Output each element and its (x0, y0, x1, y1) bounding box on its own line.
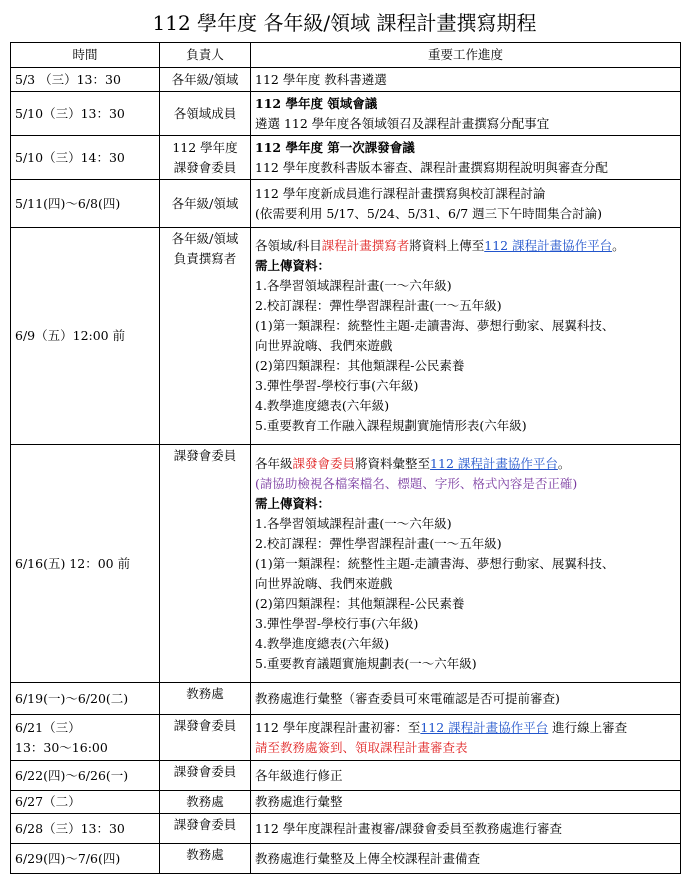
task-cell: 教務處進行彙整 (251, 791, 681, 814)
platform-link[interactable]: 112 課程計畫協作平台 (420, 719, 549, 735)
owner-cell: 各年級/領域 (160, 68, 251, 92)
task-cell: 各領域/科目課程計畫撰寫者將資料上傳至112 課程計畫協作平台。 需上傳資料： 1.各學習領域課程計畫(一～六年級) 2.校訂課程：彈性學習課程計畫(一～五年級) (1)第一類課程：統整性主題-走讀書海、夢想行動家、展翼科技、 向世界說嗨、我們來遊戲 (2)第四類課程：其他類課程-公民素養 3.彈性學習-學校行事(六年級) 4.教學進度總表(六年級) 5.重要教育工作融入課程規劃實施情形表(六年級) (251, 228, 681, 445)
task-cell: 教務處進行彙整及上傳全校課程計畫備查 (251, 844, 681, 874)
table-row (11, 814, 681, 844)
time-cell: 6/29(四)～7/6(四) (11, 844, 160, 874)
table-row (11, 68, 681, 92)
time-cell: 5/10（三）13：30 (11, 92, 160, 136)
table-row (11, 92, 681, 136)
time-cell: 5/10（三）14：30 (11, 136, 160, 180)
owner-cell: 教務處 (160, 791, 251, 814)
table-row (11, 445, 681, 683)
meeting-title: 112 學年度 第一次課發會議 (255, 139, 415, 155)
platform-link[interactable]: 112 課程計畫協作平台 (430, 455, 558, 471)
owner-cell: 課發會委員 (160, 814, 251, 844)
task-cell: 112 學年度課程計畫複審/課發會委員至教務處進行審查 (251, 814, 681, 844)
owner-cell: 課發會委員 (160, 715, 251, 761)
sign-in-note: 請至教務處簽到、領取課程計畫審查表 (255, 739, 468, 755)
table-row (11, 761, 681, 791)
table-row (11, 791, 681, 814)
table-row (11, 683, 681, 715)
task-cell: 112 學年度 第一次課發會議 112 學年度教科書版本審查、課程計畫撰寫期程說明與審查分配 (251, 136, 681, 180)
time-cell: 6/21（三） 13：30～16:00 (11, 715, 160, 761)
table-row (11, 228, 681, 445)
page-title: 112 學年度 各年級/領域 課程計畫撰寫期程 (152, 11, 537, 35)
time-cell: 6/22(四)～6/26(一) (11, 761, 160, 791)
header-task: 重要工作進度 (251, 43, 681, 68)
highlight-text: 課程計畫撰寫者 (321, 238, 410, 253)
table-row (11, 136, 681, 180)
task-cell: 各年級課發會委員將資料彙整至112 課程計畫協作平台。 (請協助檢視各檔案檔名、標題、字形、格式內容是否正確) 需上傳資料： 1.各學習領域課程計畫(一～六年級) 2.校訂課程：彈性學習課程計畫(一～五年級) (1)第一類課程：統整性主題-走讀書海、夢想行動家、展翼科技、 向世界說嗨、我們來遊戲 (2)第四類課程：其他類課程-公民素養 3.彈性學習-學校行事(六年級) 4.教學進度總表(六年級) 5.重要教育議題實施規劃表(一～六年級) (251, 445, 681, 683)
time-cell: 5/3 （三）13：30 (11, 68, 160, 92)
task-cell: 112 學年度 教科書遴選 (251, 68, 681, 92)
task-cell: 112 學年度課程計畫初審：至112 課程計畫協作平台 進行線上審查 請至教務處簽到、領取課程計畫審查表 (251, 715, 681, 761)
header-row (11, 43, 681, 68)
table-row (11, 715, 681, 761)
owner-cell: 課發會委員 (160, 761, 251, 791)
time-cell: 6/19(一)～6/20(二) (11, 683, 160, 715)
check-note: (請協助檢視各檔案檔名、標題、字形、格式內容是否正確) (255, 475, 578, 491)
schedule-table (10, 42, 681, 874)
owner-cell: 112 學年度 課發會委員 (160, 136, 251, 180)
owner-cell: 教務處 (160, 844, 251, 874)
upload-heading: 需上傳資料： (255, 495, 331, 511)
time-cell: 6/9（五）12:00 前 (11, 228, 160, 445)
header-time: 時間 (11, 43, 160, 68)
task-cell: 教務處進行彙整（審查委員可來電確認是否可提前審查) (251, 683, 681, 715)
time-cell: 6/27（二） (11, 791, 160, 814)
task-cell: 112 學年度 領域會議 遴選 112 學年度各領域領召及課程計畫撰寫分配事宜 (251, 92, 681, 136)
table-row (11, 844, 681, 874)
meeting-title: 112 學年度 領域會議 (255, 95, 378, 111)
highlight-text: 課發會委員 (292, 455, 356, 471)
platform-link[interactable]: 112 課程計畫協作平台 (484, 238, 613, 253)
time-cell: 5/11(四)～6/8(四) (11, 180, 160, 228)
owner-cell: 教務處 (160, 683, 251, 715)
time-cell: 6/16(五) 12：00 前 (11, 445, 160, 683)
table-row (11, 180, 681, 228)
owner-cell: 各領域成員 (160, 92, 251, 136)
header-owner: 負責人 (160, 43, 251, 68)
task-cell: 112 學年度新成員進行課程計畫撰寫與校訂課程討論 (依需要利用 5/17、5/24、5/31、6/7 週三下午時間集合討論) (251, 180, 681, 228)
time-cell: 6/28（三）13：30 (11, 814, 160, 844)
upload-heading: 需上傳資料： (255, 258, 331, 273)
owner-cell: 課發會委員 (160, 445, 251, 683)
owner-cell: 各年級/領域 (160, 180, 251, 228)
owner-cell: 各年級/領域 負責撰寫者 (160, 228, 251, 445)
task-cell: 各年級進行修正 (251, 761, 681, 791)
